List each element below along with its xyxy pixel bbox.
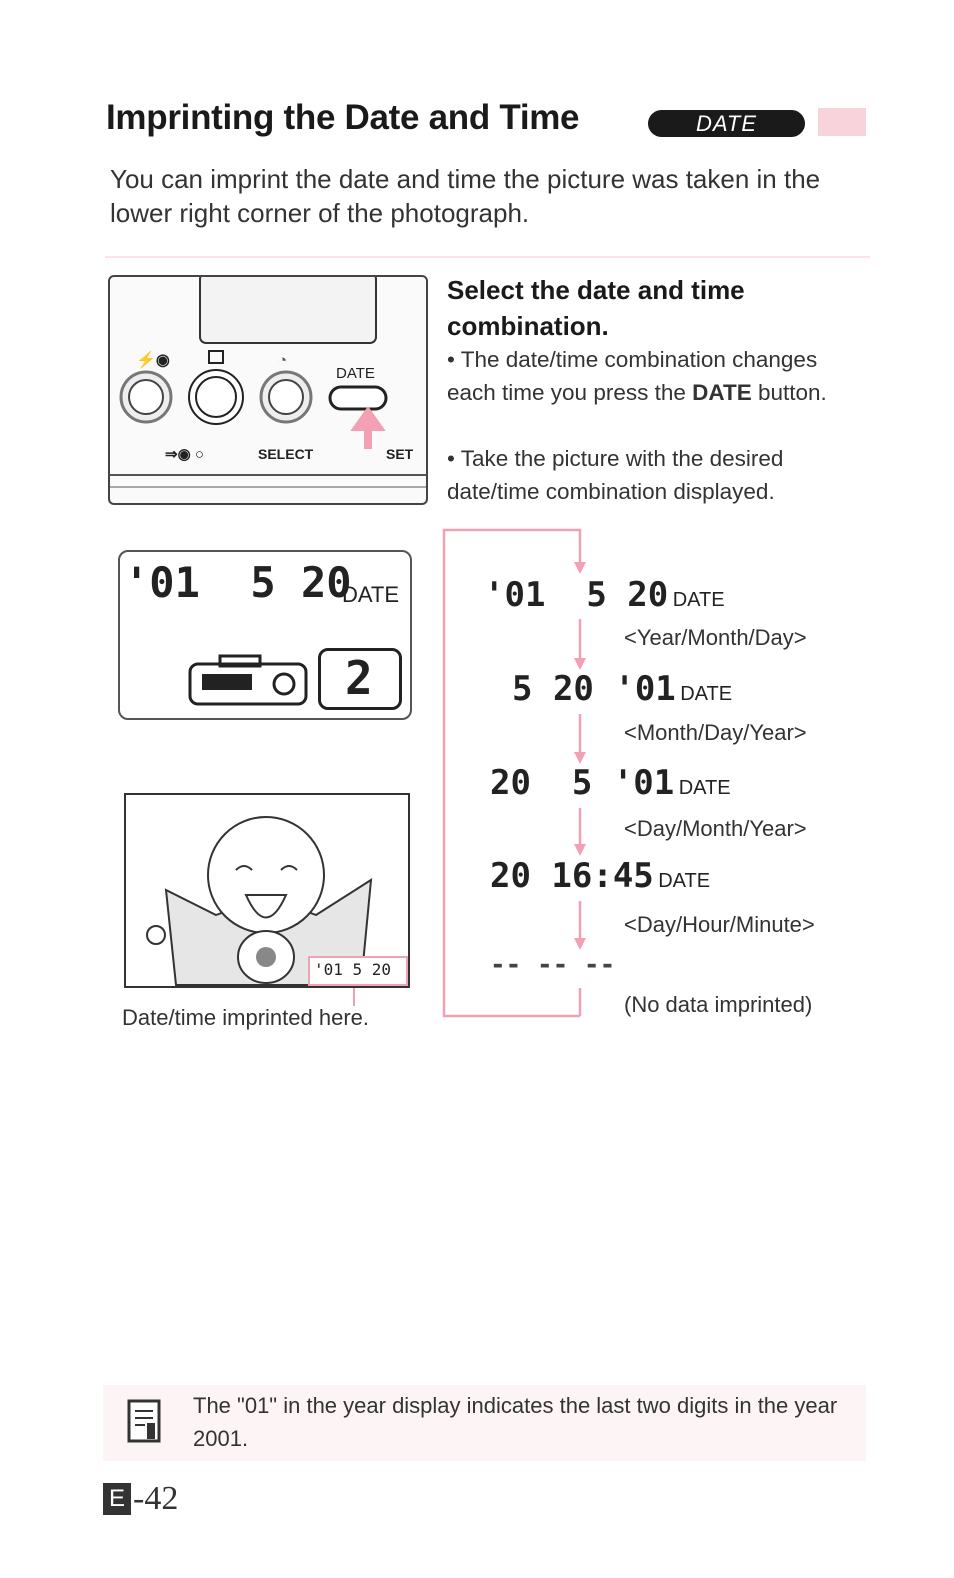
step-heading: Select the date and time combination. <box>447 275 745 341</box>
battery-camera-icon <box>186 650 316 710</box>
flow-display: 5 20 '01 <box>512 669 676 709</box>
lcd-panel <box>118 550 412 720</box>
flow-display: 20 5 '01 <box>490 763 675 803</box>
shot-counter <box>318 648 402 710</box>
lcd-date-display: '01 5 20 <box>124 558 352 607</box>
counter-value: 2 <box>345 651 373 705</box>
callout-line <box>353 988 355 1006</box>
bullet-bold: DATE <box>692 380 752 405</box>
page-number-value: -42 <box>133 1480 179 1517</box>
section-marker <box>818 108 866 136</box>
flow-display: -- -- -- <box>490 950 616 980</box>
bullet-2: • Take the picture with the desired date/time combination displayed. <box>447 446 784 504</box>
date-badge: DATE <box>648 110 805 137</box>
bullet-text: The date/time combination changes each time you press the <box>447 347 818 405</box>
flow-step-ymd <box>484 575 725 615</box>
note-text: The "01" in the year display indicates the last two digits in the year 2001. <box>193 1393 838 1451</box>
camera-buttons-illustration <box>110 277 426 503</box>
flow-caption: (No data imprinted) <box>624 992 813 1017</box>
divider <box>105 256 870 258</box>
flow-display: '01 5 20 <box>484 575 669 615</box>
imprint-text: '01 5 20 <box>314 960 392 979</box>
flow-step-dhm <box>490 856 710 896</box>
select-label: SELECT <box>258 446 314 462</box>
page-number <box>103 1480 178 1518</box>
flow-caption: <Day/Month/Year> <box>624 816 807 841</box>
section-letter: E <box>103 1483 131 1515</box>
imprint-area <box>308 956 408 986</box>
sample-photo <box>124 793 410 988</box>
camera-back-diagram <box>108 275 428 505</box>
flow-display: 20 16:45 <box>490 856 654 896</box>
flow-step-mdy <box>512 669 732 709</box>
flow-step-dmy <box>490 763 731 803</box>
bullet-1: • The date/time combination changes each time you press the DATE button. <box>447 347 827 405</box>
photo-caption: Date/time imprinted here. <box>122 1005 369 1030</box>
flow-date-label: DATE <box>658 870 711 892</box>
flow-date-label: DATE <box>680 683 733 705</box>
flow-date-label: DATE <box>672 589 725 611</box>
flow-caption: <Year/Month/Day> <box>624 625 807 650</box>
flow-caption: <Month/Day/Year> <box>624 720 807 745</box>
page-title: Imprinting the Date and Time <box>106 98 580 137</box>
flow-caption: <Day/Hour/Minute> <box>624 912 815 937</box>
svg-text:⚡◉: ⚡◉ <box>136 352 170 369</box>
lcd-date-label: DATE <box>342 582 400 607</box>
flow-step-off <box>490 950 615 980</box>
flow-date-label: DATE <box>678 777 731 799</box>
svg-text:⇒◉ ○: ⇒◉ ○ <box>165 446 204 463</box>
set-label: SET <box>386 446 414 462</box>
svg-text:◔: ◔ <box>278 352 288 369</box>
bullet-text-end: button. <box>751 380 827 405</box>
date-button-label: DATE <box>336 365 375 382</box>
intro-text: You can imprint the date and time the picture was taken in the lower right corner of the photograph. <box>110 164 821 228</box>
note-box <box>103 1385 866 1461</box>
memo-icon <box>127 1399 163 1445</box>
bullet-text: Take the picture with the desired date/time combination displayed. <box>447 446 784 504</box>
